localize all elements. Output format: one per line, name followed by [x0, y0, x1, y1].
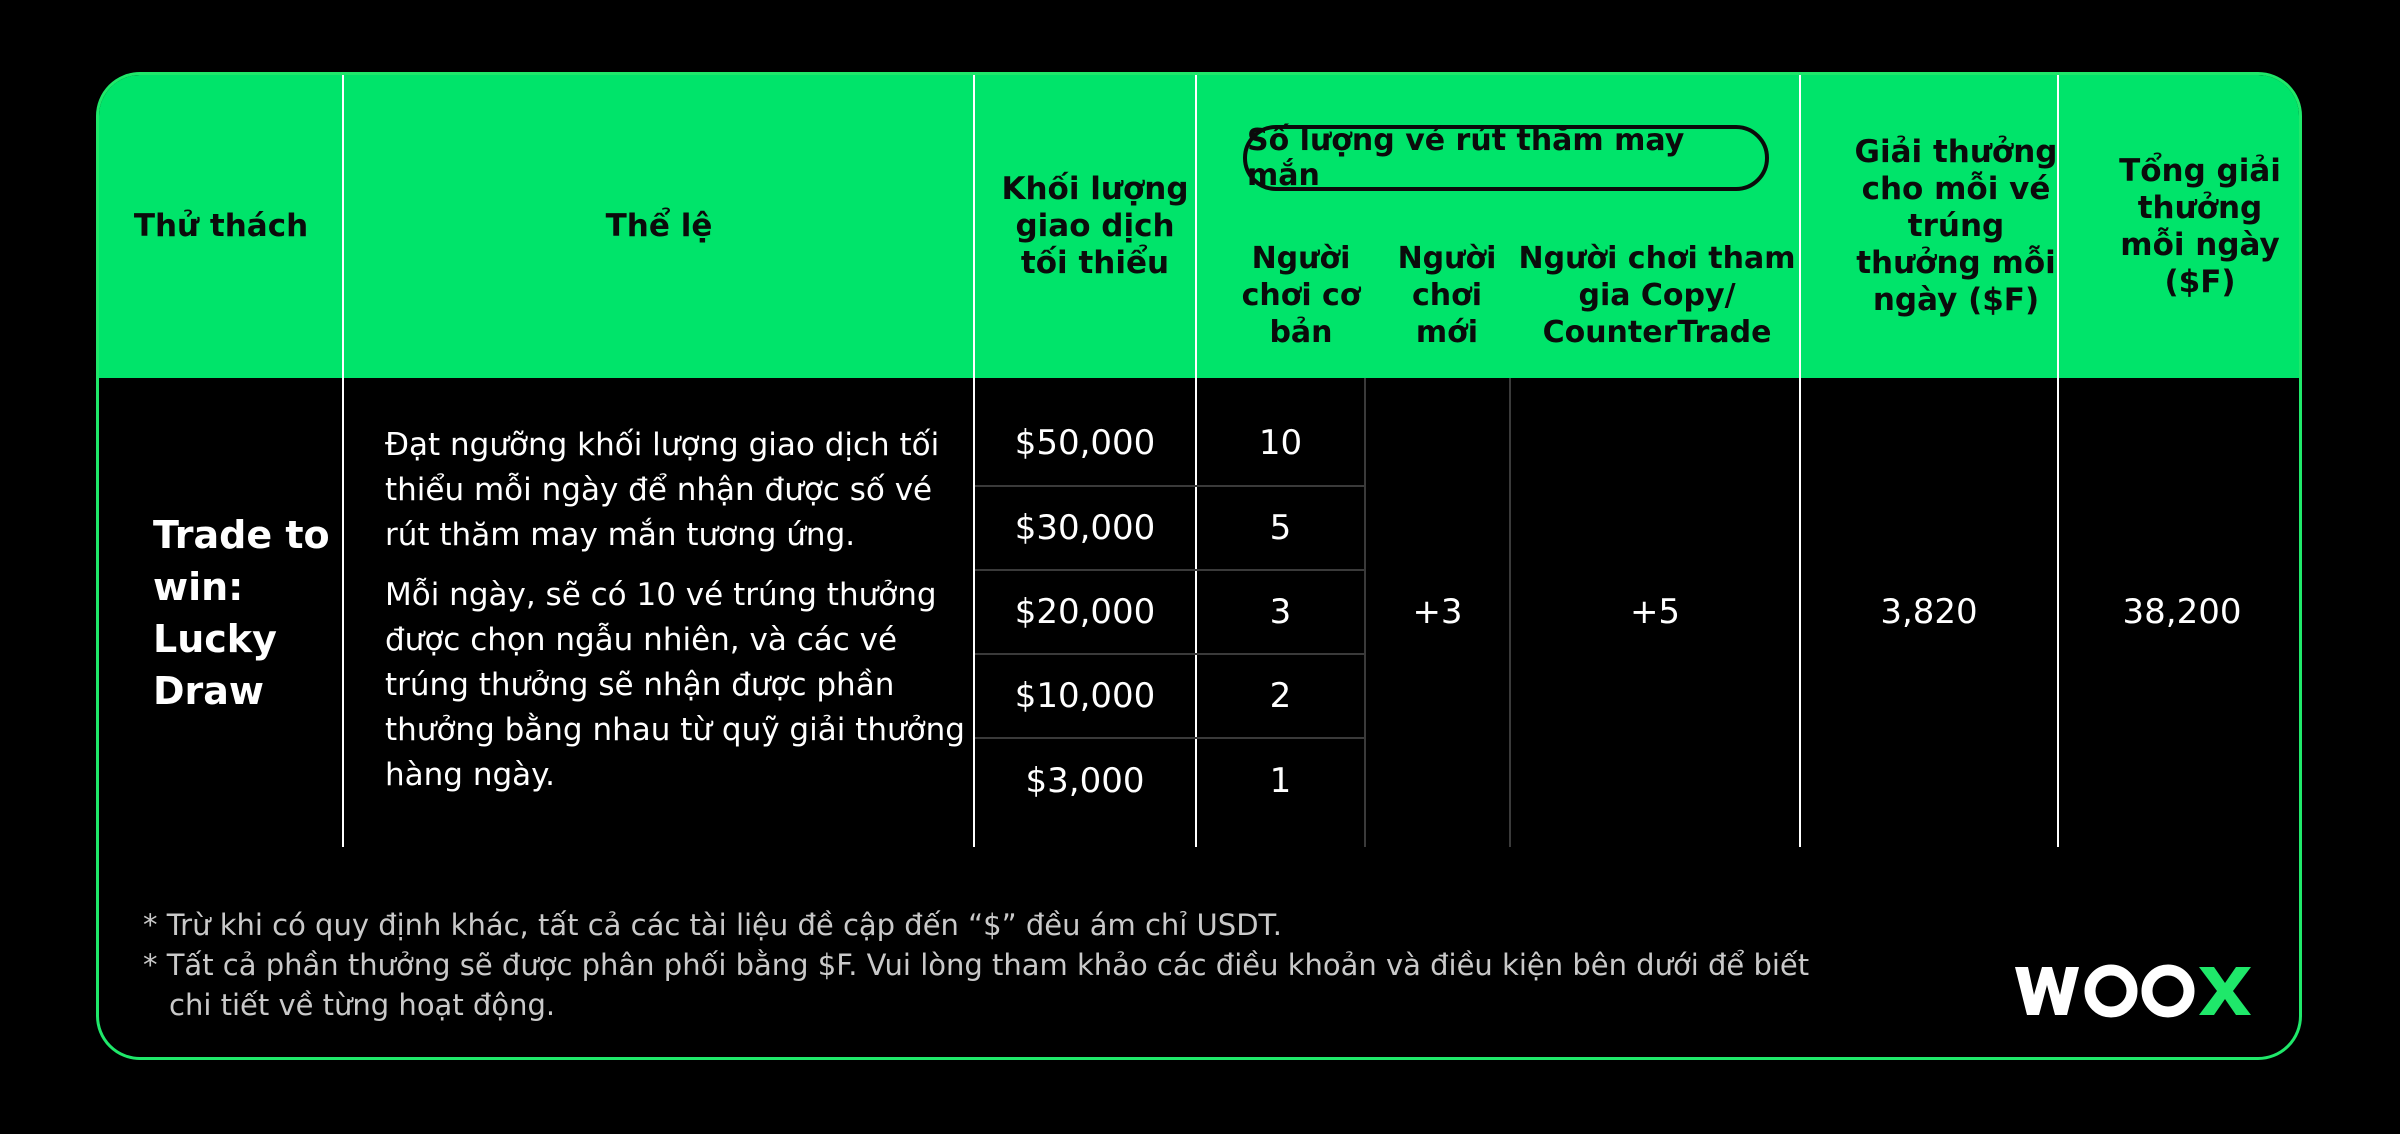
tier-volume: $3,000: [1025, 761, 1145, 801]
column-divider: [2057, 75, 2059, 847]
header-new-player: Người chơi mới: [1397, 240, 1497, 350]
tier-tickets: 10: [1258, 423, 1303, 463]
tier-volume: $10,000: [1014, 676, 1156, 716]
copy-player-bonus: +5: [1629, 592, 1681, 632]
header-rules: Thể lệ: [605, 208, 713, 244]
header-total-daily-prize: Tổng giải thưởng mỗi ngày ($F): [2119, 152, 2281, 300]
footnote-1: * Trừ khi có quy định khác, tất cả các tài liệu đề cập đến “$” đều ám chỉ USDT.: [143, 908, 1283, 942]
column-divider: [1799, 75, 1801, 847]
footnotes: [143, 905, 1843, 1025]
header-basic-player: Người chơi cơ bản: [1241, 240, 1361, 350]
header-min-volume: Khối lượng giao dịch tối thiểu: [1001, 171, 1189, 281]
tier-volume: $50,000: [1014, 423, 1156, 463]
table-header: [99, 75, 2299, 378]
rules-paragraph-1: Đạt ngưỡng khối lượng giao dịch tối thiểu mỗi ngày để nhận được số vé rút thăm may mắn tương ứng.: [385, 427, 940, 553]
woox-logo: [2013, 961, 2253, 1021]
total-daily-prize-value: 38,200: [2122, 592, 2242, 632]
tier-tickets: 5: [1269, 508, 1292, 548]
rules-paragraph-2: Mỗi ngày, sẽ có 10 vé trúng thưởng được chọn ngẫu nhiên, và các vé trúng thưởng sẽ nhận được phần thưởng bằng nhau từ quỹ giải thưởng hàng ngày.: [385, 577, 965, 793]
header-prize-per-ticket: Giải thưởng cho mỗi vé trúng thưởng mỗi ngày ($F): [1854, 134, 2058, 318]
footnote-2-continued: chi tiết về từng hoạt động.: [169, 988, 556, 1022]
tier-tickets: 1: [1269, 761, 1292, 801]
header-challenge: Thử thách: [133, 208, 309, 244]
tier-volume: $20,000: [1014, 592, 1156, 632]
prize-per-ticket-value: 3,820: [1880, 592, 1978, 632]
new-player-bonus: +3: [1412, 592, 1463, 632]
header-tickets-group: Số lượng vé rút thăm may mắn: [1243, 125, 1769, 191]
tier-tickets: 3: [1269, 592, 1292, 632]
challenge-name: Trade to win: Lucky Draw: [153, 513, 330, 713]
tier-volume: $30,000: [1014, 508, 1156, 548]
rules-text: [385, 423, 965, 813]
column-divider: [342, 75, 344, 847]
lucky-draw-card: [96, 72, 2302, 1060]
header-copy-player: Người chơi tham gia Copy/ CounterTrade: [1518, 240, 1796, 350]
footnote-2: * Tất cả phần thưởng sẽ được phân phối bằng $F. Vui lòng tham khảo các điều khoản và điều kiện bên dưới để biết: [143, 948, 1810, 982]
tier-tickets: 2: [1269, 676, 1292, 716]
